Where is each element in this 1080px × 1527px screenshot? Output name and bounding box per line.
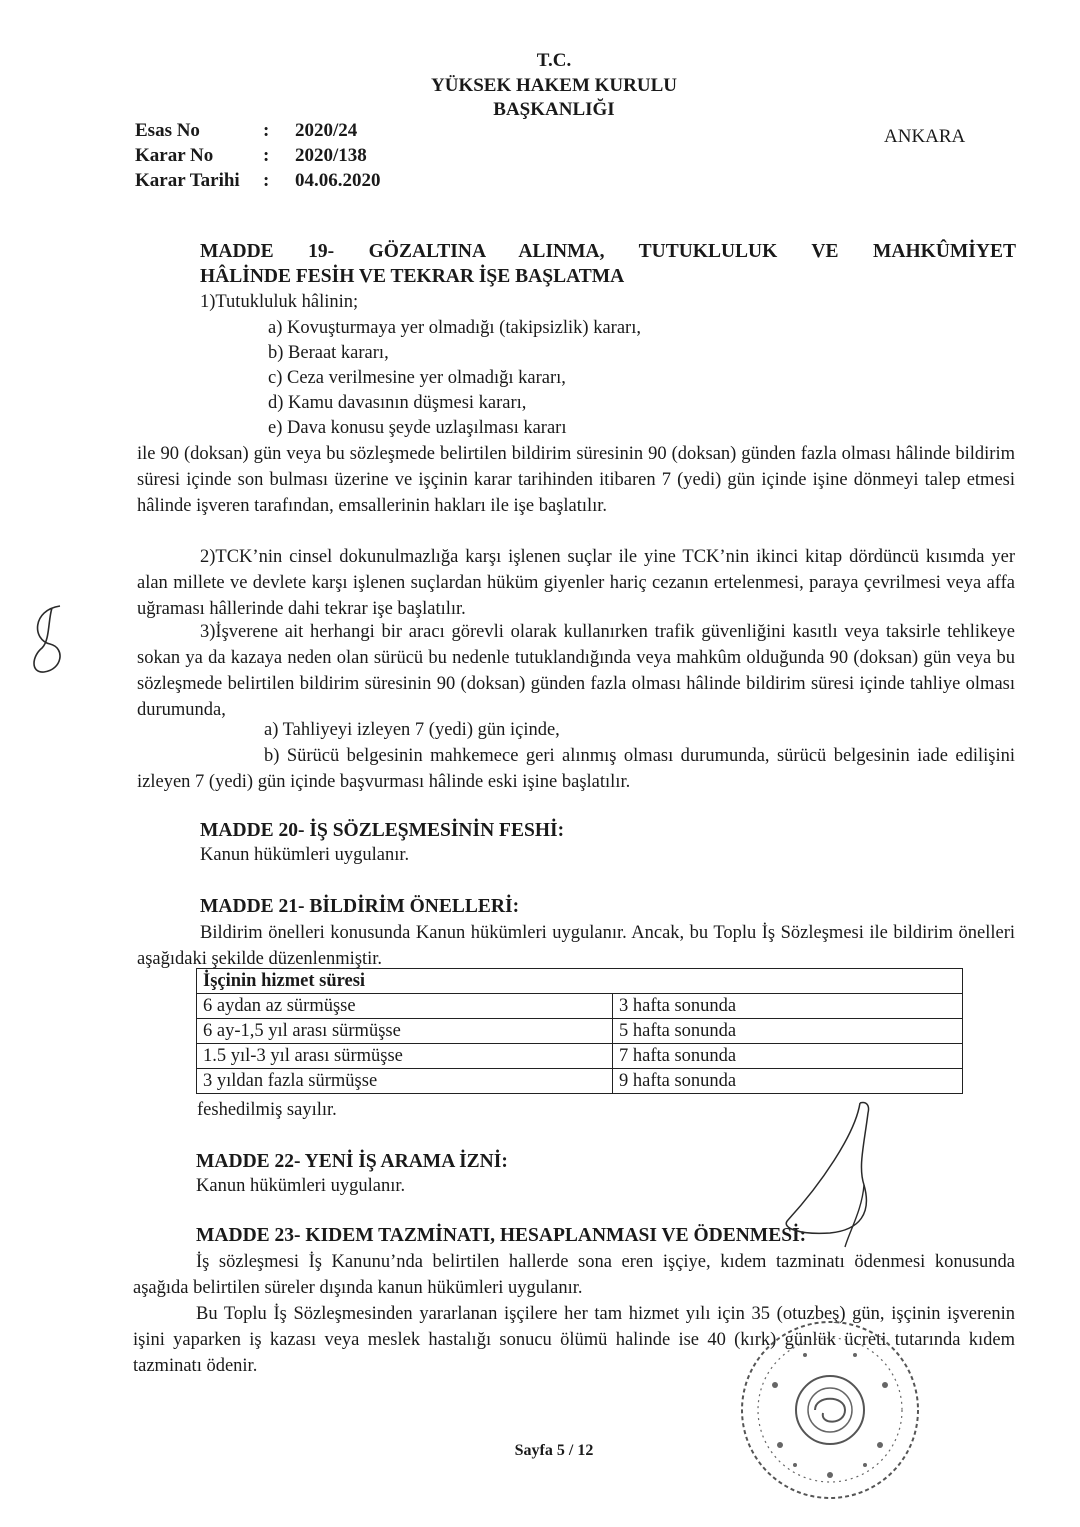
notice-cell: 3 hafta sonunda (613, 994, 963, 1019)
madde19-title-line1: MADDE 19- GÖZALTINA ALINMA, TUTUKLULUK VE MAHKÛMİYET (200, 241, 1016, 262)
madde21-after-table: feshedilmiş sayılır. (197, 1100, 337, 1120)
meta-row-tarih: Karar Tarihi : 04.06.2020 (135, 170, 381, 191)
table-header-cell: İşçinin hizmet süresi (197, 969, 963, 994)
margin-initial-signature (22, 600, 72, 680)
notice-period-table (196, 968, 963, 1094)
duration-cell: 3 yıldan fazla sürmüşse (197, 1069, 613, 1094)
page-current: 5 (556, 1442, 565, 1459)
official-seal-stamp (735, 1315, 925, 1505)
table-row (197, 994, 963, 1019)
table-header-row (197, 969, 963, 994)
karar-no-value: 2020/138 (295, 145, 367, 166)
header-line-institution: YÜKSEK HAKEM KURULU (431, 75, 677, 96)
table-row (197, 1019, 963, 1044)
madde19-intro: 1)Tutukluluk hâlinin; (200, 292, 359, 312)
list-item: d) Kamu davasının düşmesi kararı, (268, 393, 527, 413)
meta-row-esas: Esas No : 2020/24 (135, 120, 358, 141)
madde22-title: MADDE 22- YENİ İŞ ARAMA İZNİ: (196, 1151, 508, 1172)
notice-cell: 9 hafta sonunda (613, 1069, 963, 1094)
madde19-title-line2: HÂLİNDE FESİH VE TEKRAR İŞE BAŞLATMA (200, 266, 625, 287)
table-row (197, 1069, 963, 1094)
list-item: b) Beraat kararı, (268, 343, 389, 363)
duration-cell: 6 aydan az sürmüşse (197, 994, 613, 1019)
esas-no-value: 2020/24 (295, 120, 358, 141)
meta-row-karar: Karar No : 2020/138 (135, 145, 367, 166)
list-item: e) Dava konusu şeyde uzlaşılması kararı (268, 418, 567, 438)
handwritten-signature (760, 1095, 910, 1255)
duration-cell: 6 ay-1,5 yıl arası sürmüşse (197, 1019, 613, 1044)
duration-cell: 1.5 yıl-3 yıl arası sürmüşse (197, 1044, 613, 1069)
madde23-paragraph1: İş sözleşmesi İş Kanunu’nda belirtilen hallerde sona eren işçiye, kıdem tazminatı ödenmesi konusunda aşağıda belirtilen süreler dışında kanun hükümleri uygulanır. (133, 1252, 1015, 1298)
list-item: a) Kovuşturmaya yer olmadığı (takipsizlik) kararı, (268, 318, 641, 338)
madde20-body: Kanun hükümleri uygulanır. (200, 845, 410, 865)
madde23-paragraph2: Bu Toplu İş Sözleşmesinden yararlanan işçilere her tam hizmet yılı için 35 (otuzbeş) gün, işçinin işverenin işini yaparken iş kazası veya meslek hastalığı sonucu ölümü halinde ise 40 (kırk) günlük ücreti tutarında kıdem tazminatı ödenir. (133, 1304, 1015, 1376)
page-number: Sayfa 5 / 12 (514, 1442, 594, 1459)
notice-cell: 7 hafta sonunda (613, 1044, 963, 1069)
madde19-sub-b: b) Sürücü belgesinin mahkemece geri alınmış olması durumunda, sürücü belgesinin iade edilişini izleyen 7 (yedi) gün içinde başvurması hâlinde eski işine başlatılır. (137, 746, 1015, 792)
list-item: c) Ceza verilmesine yer olmadığı kararı, (268, 368, 566, 388)
karar-tarihi-value: 04.06.2020 (295, 170, 381, 191)
madde20-title: MADDE 20- İŞ SÖZLEŞMESİNİN FESHİ: (200, 820, 565, 841)
madde23-title: MADDE 23- KIDEM TAZMİNATI, HESAPLANMASI VE ÖDENMESİ: (196, 1225, 807, 1246)
header-line-tc: T.C. (536, 50, 572, 71)
madde19-paragraph3: 3)İşverene ait herhangi bir aracı görevli olarak kullanırken trafik güvenliğini kasıtlı veya taksirle tehlikeye sokan ya da kazaya neden olan sürücü bu nedenle tutuklandığında veya mahkûm olduğunda 90 (doksan) gün veya bu sözleşmede belirtilen bildirim süresinin 90 (doksan) günden fazla olması hâlinde bildirim süresi içinde tahliye olması durumunda, (137, 622, 1015, 720)
case-meta (135, 120, 425, 195)
madde19-sub-a: a) Tahliyeyi izleyen 7 (yedi) gün içinde, (264, 720, 560, 740)
table-row (197, 1044, 963, 1069)
madde21-body: Bildirim önelleri konusunda Kanun hükümleri uygulanır. Ancak, bu Toplu İş Sözleşmesi ile bildirim önelleri aşağıdaki şekilde düzenlenmiştir. (137, 923, 1015, 969)
notice-cell: 5 hafta sonunda (613, 1019, 963, 1044)
madde21-title: MADDE 21- BİLDİRİM ÖNELLERİ: (200, 896, 520, 917)
madde19-paragraph1: ile 90 (doksan) gün veya bu sözleşmede belirtilen bildirim süresinin 90 (doksan) günden fazla olması hâlinde bildirim süresi içinde son bulması üzerine ve işçinin karar tarihinden itibaren 7 (yedi) gün içinde işine dönmeyi talep etmesi hâlinde işveren tarafından, emsallerinin hakları ile işe başlatılır. (137, 444, 1015, 516)
city: ANKARA (884, 126, 966, 147)
madde22-body: Kanun hükümleri uygulanır. (196, 1176, 406, 1196)
madde19-paragraph2: 2)TCK’nin cinsel dokunulmazlığa karşı işlenen suçlar ile yine TCK’nin ikinci kitap dördüncü kısımda yer alan millete ve devlete karşı işlenen suçlardan hüküm giyenler hariç cezanın ertelenmesi, paraya çevrilmesi veya affa uğraması hâllerinde dahi tekrar işe başlatılır. (137, 547, 1015, 619)
page-total: / 12 (564, 1442, 594, 1459)
header-line-office: BAŞKANLIĞI (493, 99, 615, 120)
